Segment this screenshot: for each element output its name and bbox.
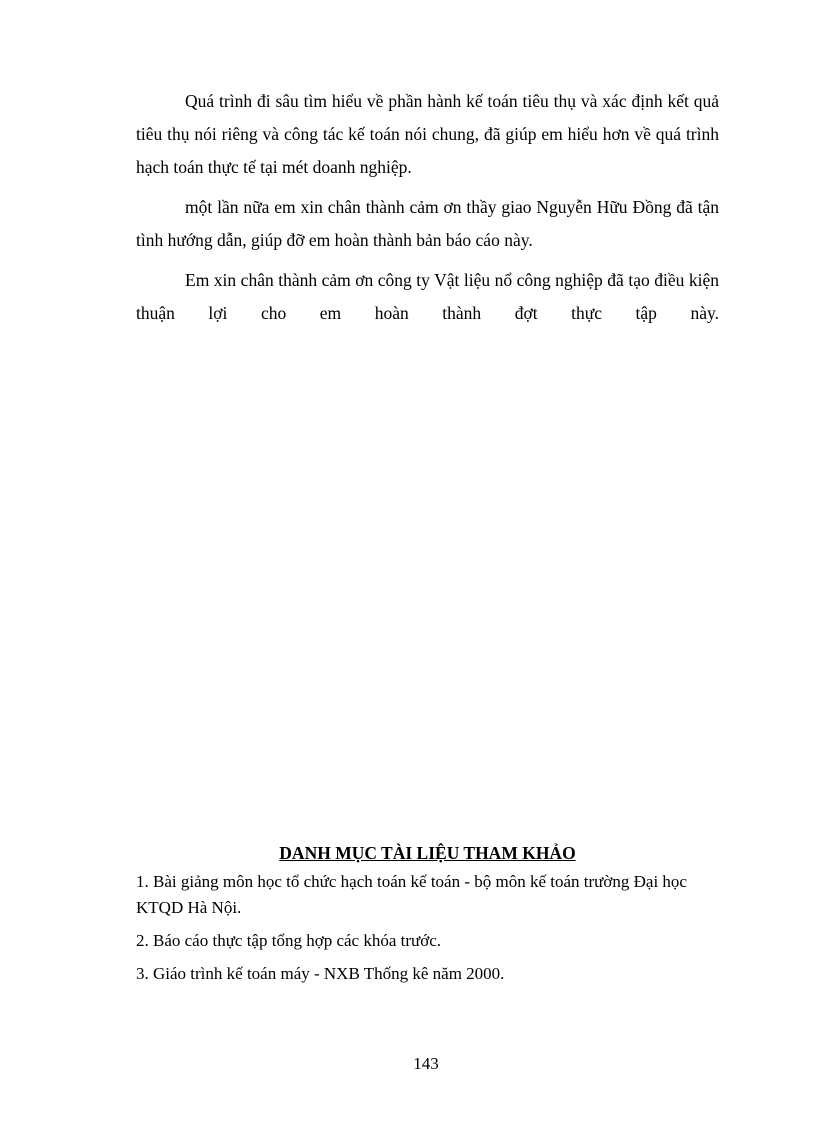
body-paragraph-3: Em xin chân thành cảm ơn công ty Vật liệu nổ công nghiệp đã tạo điều kiện thuận lợi cho em hoàn thành đợt thực tập này. [136,270,719,323]
reference-item-2: 2. Báo cáo thực tập tổng hợp các khóa trước. [136,931,442,950]
references-title: DANH MỤC TÀI LIỆU THAM KHẢO [279,843,576,863]
reference-item-3: 3. Giáo trình kế toán máy - NXB Thống kê năm 2000. [136,964,505,983]
reference-item-1: 1. Bài giảng môn học tổ chức hạch toán kế toán - bộ môn kế toán trường Đại học KTQD Hà Nội. [136,872,687,917]
page-number: 143 [413,1054,439,1073]
body-paragraph-2: một lần nữa em xin chân thành cảm ơn thầy giao Nguyễn Hữu Đồng đã tận tình hướng dẫn, giúp đỡ em hoàn thành bản báo cáo này. [136,197,719,250]
body-paragraph-1: Quá trình đi sâu tìm hiểu về phần hành kế toán tiêu thụ và xác định kết quả tiêu thụ nói riêng và công tác kế toán nói chung, đã giúp em hiểu hơn về quá trình hạch toán thực tế tại mét doanh nghiệp. [136,91,719,177]
references-list [136,869,719,994]
